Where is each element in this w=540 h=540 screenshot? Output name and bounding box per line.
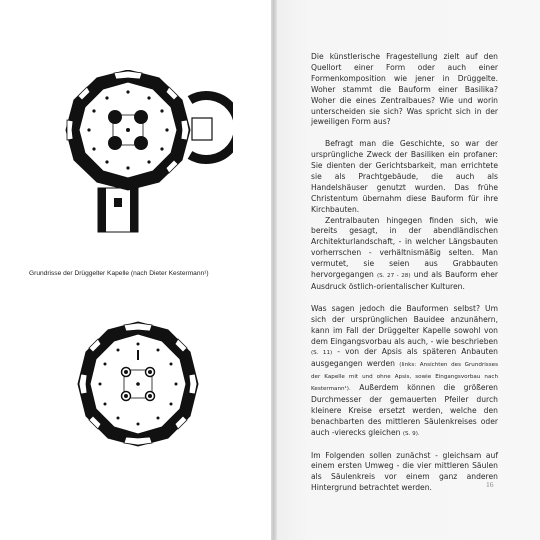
paragraph-3-text: Zentralbauten hingegen finden sich, wie bereits gesagt, in der abendländischen Architekturlandschaft, - in welcher Längsbauten vorherrschen - verhältnismäßig selten. Man vermutet, sie seien aus Grabbauten hervorgegangen (311, 215, 498, 280)
page-reference: (S. 11) (311, 350, 333, 357)
floor-plan-without-apse-drawing (68, 320, 208, 452)
paragraph-4-text-mid: - von der Apsis als späteren Anbauten ausgegangen werden (311, 347, 498, 369)
figure-reference: (links: Ansichten des Grundrisses der Kapelle mit und ohne Apsis, sowie Eingangsvorbau nach Kestermann¹). (311, 362, 498, 393)
paragraph-5: Im Folgenden sollen zunächst - gleichsam auf einem ersten Umweg - die vier mittleren Säulen als Säulenkreis vor einem ganz anderen Hintergrund betrachtet werden. (311, 450, 498, 493)
plan-caption: Grundrisse der Drüggelter Kapelle (nach Dieter Kestermann¹) (29, 270, 209, 277)
page-number: 16 (486, 480, 494, 489)
paragraph-2: Befragt man die Geschichte, so war der ursprüngliche Zweck der Basiliken ein profaner: Sie dienten der Gerichtsbarkeit, man errichtete sie als Prachtgebäude, die auch als Handelshäuser genutzt wurden. Das frühe Christentum übernahm diese Bauform für ihre Kirchbauten. (311, 139, 498, 214)
paragraph-1: Die künstlerische Fragestellung zielt auf den Quellort einer Form oder auch einer Formenkomposition wie jener in Drüggelte. Woher stammt die Bauform einer Basilika? Woher die eines Zentralbaues? Wie und worin unterscheiden sie sich? Was spricht sich in der jeweiligen Form aus? (311, 52, 498, 127)
paragraph-4-text: Was sagen jedoch die Bauformen selbst? Um sich der ursprünglichen Bauidee anzunähern, kann im Fall der Drüggelter Kapelle sowohl von dem Eingangsvorbau als auch, - wie beschrieben (311, 303, 498, 346)
paragraph-4 (311, 304, 498, 440)
paragraph-4-text-end: Außerdem können die größeren Durchmesser der gemauerten Pfeiler durch kleinere Kreise ersetzt werden, welche den benachbarten des mittleren Säulenkreises oder auch -vierecks gleichen (311, 383, 498, 437)
floor-plan-with-apse (58, 70, 233, 240)
body-text (311, 52, 498, 505)
page-reference: (S. 27 - 28) (377, 273, 411, 280)
floor-plan-with-apse-drawing (58, 70, 233, 240)
page-reference: (S. 9). (402, 430, 420, 437)
paragraph-3-text-end: und als Bauform eher Ausdruck östlich-orientalischer Kulturen. (311, 270, 498, 292)
floor-plan-without-apse (68, 320, 208, 452)
paragraph-3 (311, 216, 498, 293)
